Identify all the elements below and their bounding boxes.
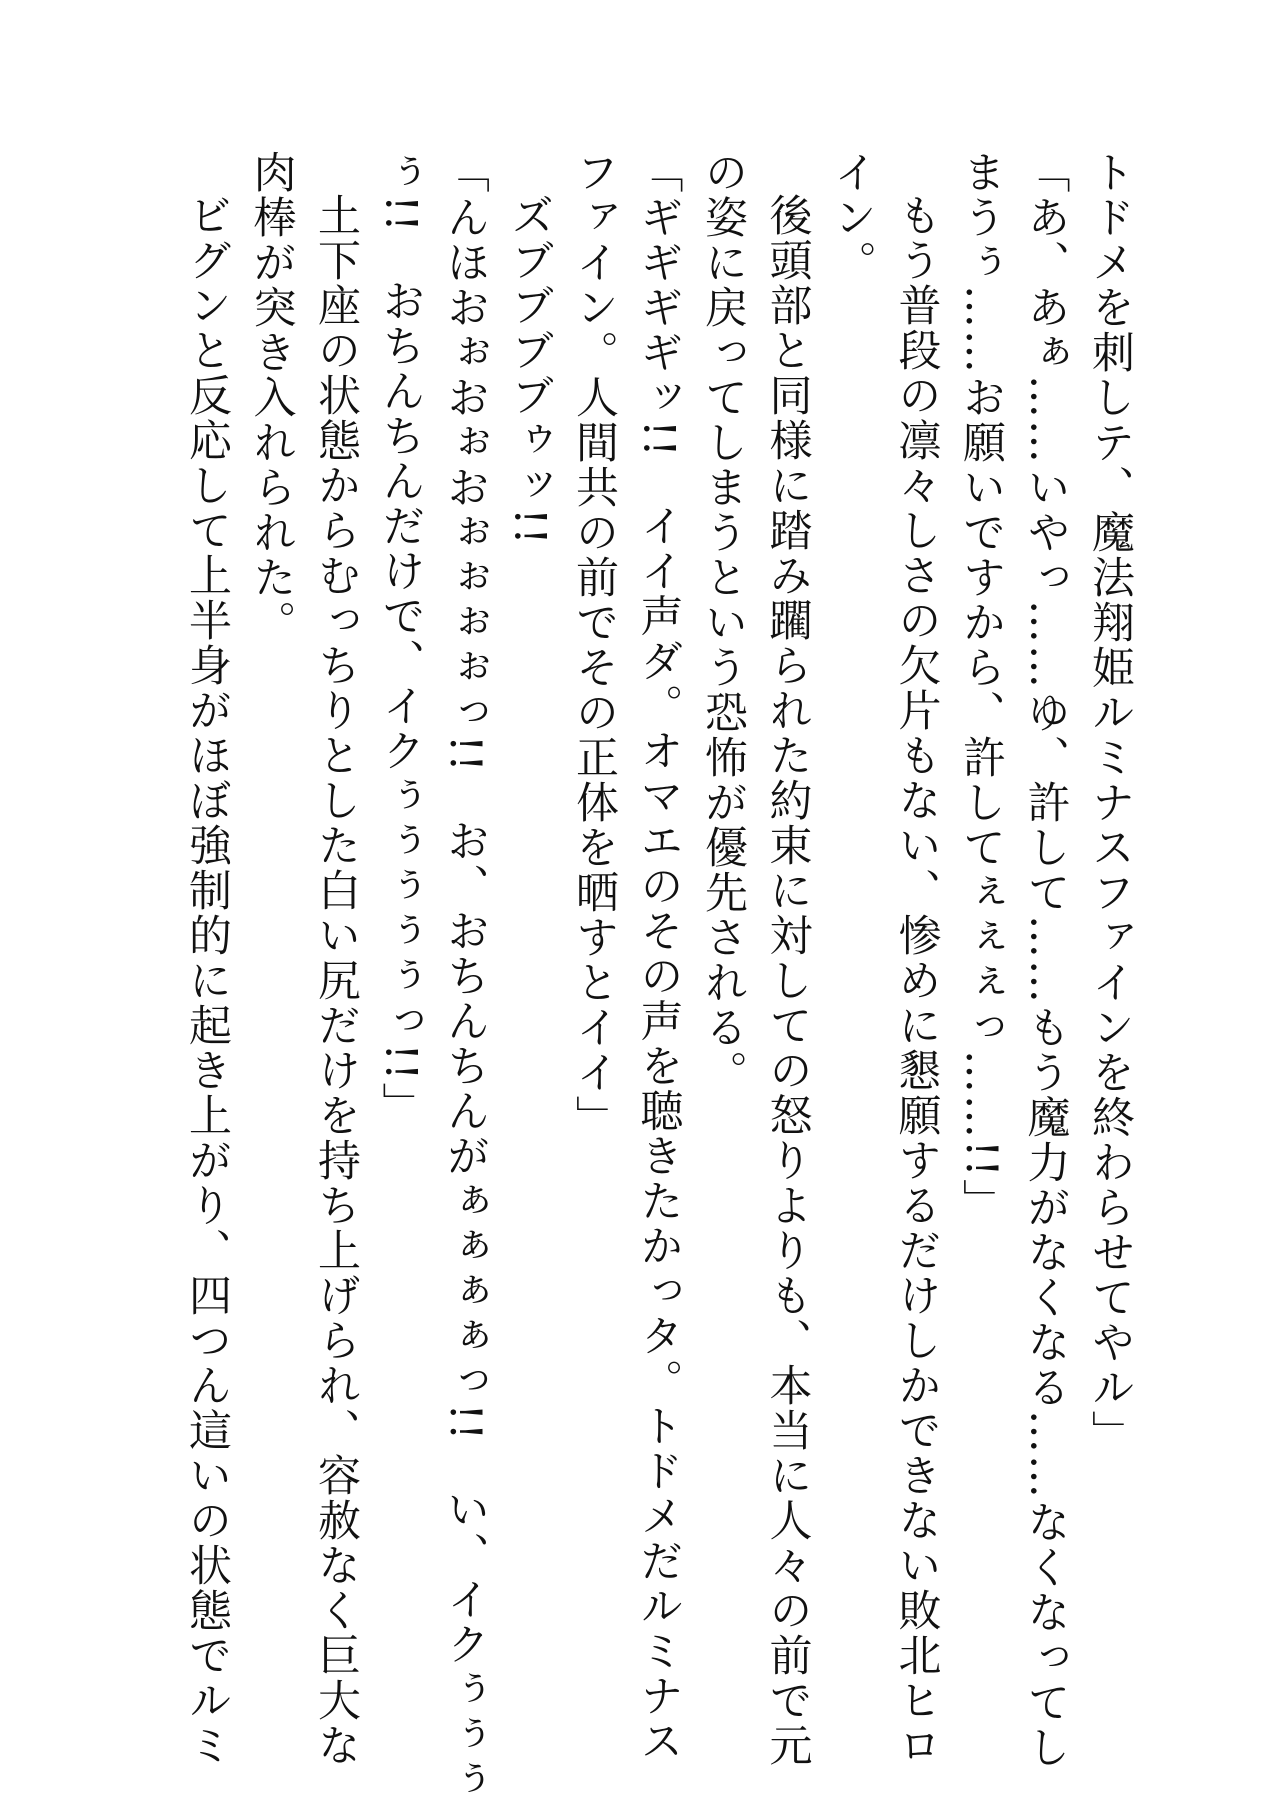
text-line: ファイン。人間共の前でその正体を晒すとイイ」	[569, 150, 619, 1140]
text-line: もう普段の凛々しさの欠片もない、惨めに懇願するだけしかできない敗北ヒロ	[891, 193, 942, 1768]
text-line: の姿に戻ってしまうという恐怖が優先される。	[698, 150, 748, 1095]
text-line: ぅ!! おちんちんだけで、イクぅぅぅぅぅっ!!」	[375, 150, 426, 1128]
text-line: 「ギギギギッ!! イイ声ダ。オマエのその声を聴きたかっタ。トドメだルミナス	[633, 150, 684, 1764]
text-line: 肉棒が突き入れられた。	[246, 150, 297, 645]
text-line: ズブブブブゥッ!!	[504, 193, 555, 547]
text-line: イン。	[827, 150, 877, 285]
text-line: トドメを刺しテ、魔法翔姫ルミナスファインを終わらせてやル」	[1085, 150, 1135, 1455]
text-line: まうぅ……お願いですから、許してぇぇぇっ……!!」	[956, 150, 1006, 1224]
text-line: 「あ、あぁ……いやっ……ゆ、許して……もう魔力がなくなる……なくなってし	[1020, 150, 1071, 1770]
text-line: ビグンと反応して上半身がほぼ強制的に起き上がり、四つん這いの状態でルミ	[182, 193, 232, 1768]
vertical-text-body	[175, 150, 1143, 1803]
text-line: 後頭部と同様に踏み躙られた約束に対しての怒りよりも、本当に人々の前で元	[762, 193, 813, 1768]
text-line: 「んほおぉおぉおぉぉぉぉっ!! お、おちんちんがぁぁぁぁっ!! い、イクぅぅぅ	[440, 150, 490, 1803]
text-line: 土下座の状態からむっちりとした白い尻だけを持ち上げられ、容赦なく巨大な	[311, 193, 361, 1768]
